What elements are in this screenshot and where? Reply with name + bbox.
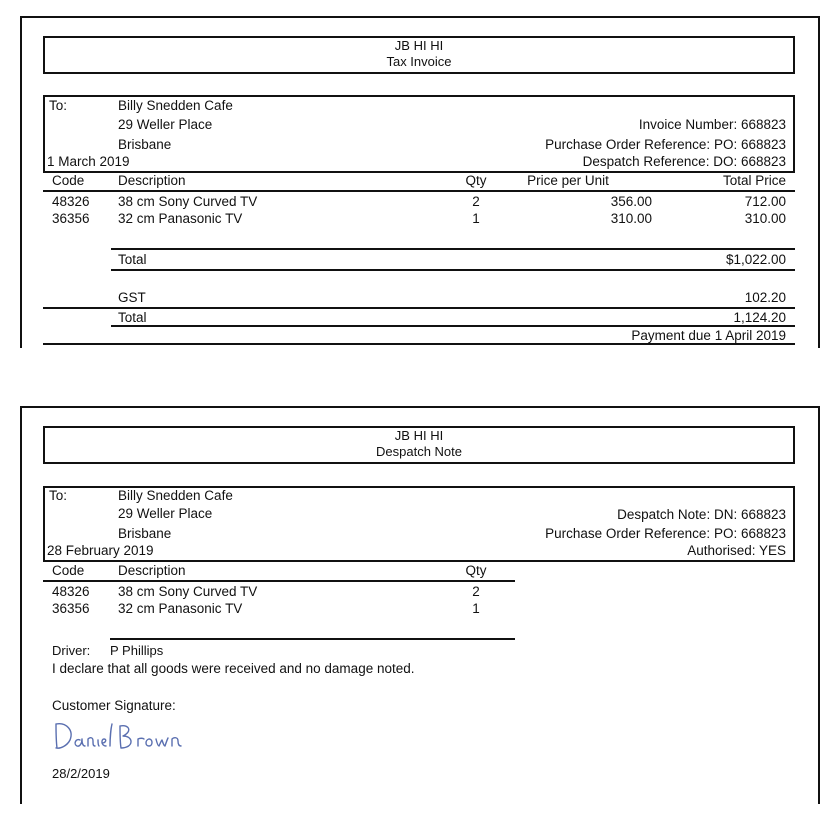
row-unit-price: 310.00: [610, 211, 652, 226]
row-code: 48326: [52, 584, 90, 599]
despatch-address-line: 29 Weller Place: [118, 506, 213, 521]
row-total: 712.00: [744, 194, 786, 209]
invoice-po-reference: Purchase Order Reference: PO: 668823: [545, 137, 786, 152]
despatch-to-label: To:: [49, 488, 68, 503]
invoice-city: Brisbane: [118, 137, 172, 152]
row-description: 38 cm Sony Curved TV: [118, 194, 258, 209]
driver-label: Driver:: [52, 643, 91, 658]
total-rule-bottom: [111, 325, 795, 327]
invoice-col-description: Description: [118, 173, 186, 188]
despatch-company: JB HI HI: [394, 428, 444, 443]
row-qty: 2: [472, 584, 480, 599]
total-rule-top: [43, 307, 795, 309]
despatch-date: 28 February 2019: [47, 543, 154, 558]
row-description: 32 cm Panasonic TV: [118, 601, 243, 616]
row-code: 48326: [52, 194, 90, 209]
payment-due-rule: [43, 343, 795, 345]
signature-label: Customer Signature:: [52, 698, 176, 713]
despatch-col-description: Description: [118, 563, 186, 578]
gst-value: 102.20: [744, 290, 786, 305]
despatch-doc-title: Despatch Note: [376, 444, 462, 459]
invoice-number: Invoice Number: 668823: [638, 117, 786, 132]
subtotal-label: Total: [118, 252, 147, 267]
subtotal-value: $1,022.00: [725, 252, 786, 267]
invoice-col-unit-price: Price per Unit: [527, 173, 609, 188]
despatch-customer-name: Billy Snedden Cafe: [118, 488, 233, 503]
signature-image: [48, 718, 198, 758]
row-qty: 1: [472, 211, 480, 226]
invoice-col-code: Code: [52, 173, 85, 188]
row-unit-price: 356.00: [610, 194, 652, 209]
row-description: 38 cm Sony Curved TV: [118, 584, 258, 599]
driver-name: P Phillips: [110, 643, 164, 658]
invoice-customer-name: Billy Snedden Cafe: [118, 98, 233, 113]
row-qty: 2: [472, 194, 480, 209]
despatch-note-number: Despatch Note: DN: 668823: [617, 507, 786, 522]
row-code: 36356: [52, 601, 90, 616]
invoice-address-line: 29 Weller Place: [118, 117, 213, 132]
invoice-col-qty: Qty: [465, 173, 487, 188]
invoice-table-rule: [43, 190, 795, 192]
despatch-col-qty: Qty: [465, 563, 487, 578]
invoice-despatch-reference: Despatch Reference: DO: 668823: [582, 154, 786, 169]
despatch-po-reference: Purchase Order Reference: PO: 668823: [545, 526, 786, 541]
declaration-text: I declare that all goods were received and no damage noted.: [52, 661, 415, 676]
row-description: 32 cm Panasonic TV: [118, 211, 243, 226]
invoice-to-label: To:: [49, 98, 68, 113]
despatch-col-code: Code: [52, 563, 85, 578]
row-total: 310.00: [744, 211, 786, 226]
invoice-company: JB HI HI: [394, 38, 444, 53]
despatch-table-rule: [43, 580, 515, 582]
row-code: 36356: [52, 211, 90, 226]
subtotal-rule-top: [111, 248, 795, 250]
invoice-doc-title: Tax Invoice: [386, 54, 452, 69]
row-qty: 1: [472, 601, 480, 616]
despatch-city: Brisbane: [118, 526, 172, 541]
invoice-col-total-price: Total Price: [722, 173, 786, 188]
total-label: Total: [118, 310, 147, 325]
signature-date: 28/2/2019: [52, 766, 110, 781]
subtotal-rule-bottom: [111, 269, 795, 271]
payment-due: Payment due 1 April 2019: [631, 328, 786, 343]
gst-label: GST: [118, 290, 146, 305]
driver-rule: [110, 638, 515, 640]
total-value: 1,124.20: [733, 310, 786, 325]
invoice-date: 1 March 2019: [47, 154, 130, 169]
despatch-authorised: Authorised: YES: [687, 543, 786, 558]
